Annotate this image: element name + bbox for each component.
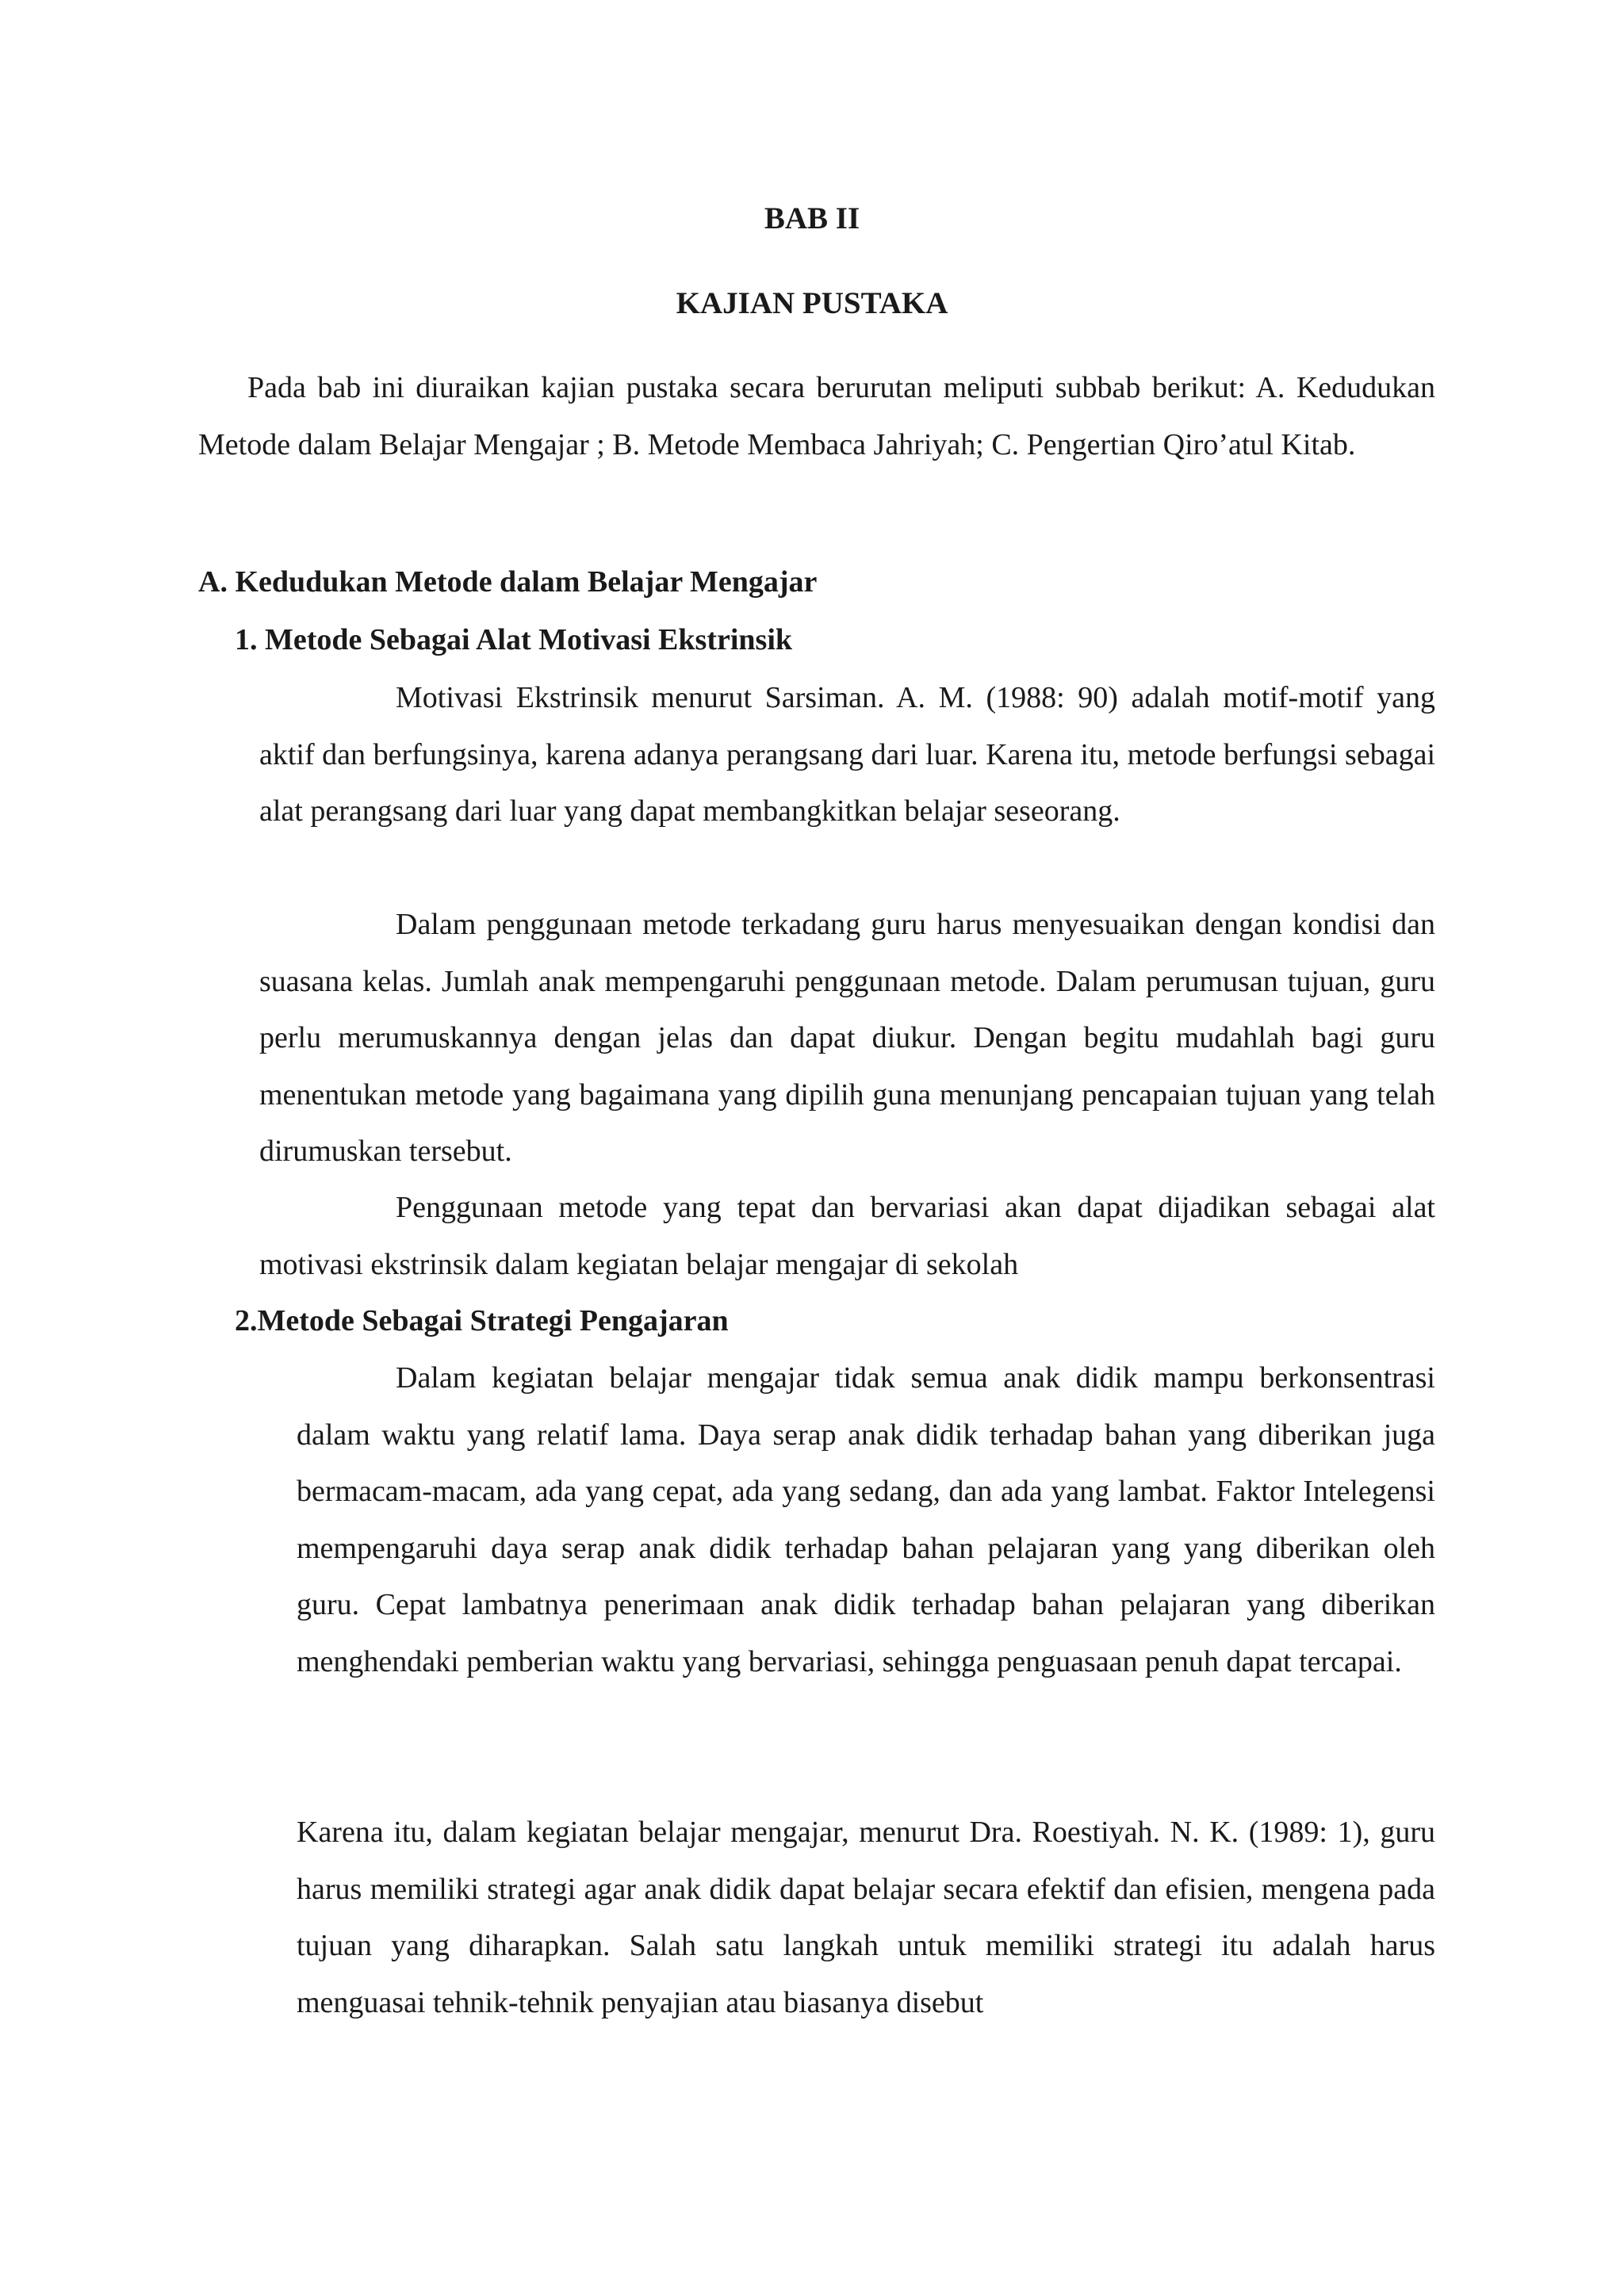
paragraph: Dalam kegiatan belajar mengajar tidak semua anak didik mampu berkonsentrasi dalam waktu yang relatif lama. Daya serap anak didik terhadap bahan yang diberikan juga bermacam-macam, ada yang cepat, ada yang sedang, dan ada yang lambat. Faktor Intelegensi mempengaruhi daya serap anak didik terhadap bahan pelajaran yang yang diberikan oleh guru. Cepat lambatnya penerimaan anak didik terhadap bahan pelajaran yang diberikan menghendaki pemberian waktu yang bervariasi, sehingga penguasaan penuh dapat tercapai. xyxy=(297,1361,1435,1678)
intro-paragraph: Pada bab ini diuraikan kajian pustaka secara berurutan meliputi subbab berikut: A. Kedudukan Metode dalam Belajar Mengajar ; B. Metode Membaca Jahriyah; C. Pengertian Qiro’atul Kitab. xyxy=(198,371,1435,461)
subsection-2-heading: 2.Metode Sebagai Strategi Pengajaran xyxy=(235,1304,729,1337)
paragraph: Penggunaan metode yang tepat dan bervariasi akan dapat dijadikan sebagai alat motivasi ekstrinsik dalam kegiatan belajar mengajar di sekolah xyxy=(259,1191,1435,1281)
subsection-1-heading: 1. Metode Sebagai Alat Motivasi Ekstrinsik xyxy=(235,623,793,656)
paragraph: Motivasi Ekstrinsik menurut Sarsiman. A. M. (1988: 90) adalah motif-motif yang aktif dan berfungsinya, karena adanya perangsang dari luar. Karena itu, metode berfungsi sebagai alat perangsang dari luar yang dapat membangkitkan belajar seseorang. xyxy=(259,681,1435,828)
paragraph: Dalam penggunaan metode terkadang guru harus menyesuaikan dengan kondisi dan suasana kelas. Jumlah anak mempengaruhi penggunaan metode. Dalam perumusan tujuan, guru perlu merumuskannya dengan jelas dan dapat diukur. Dengan begitu mudahlah bagi guru menentukan metode yang bagaimana yang dipilih guna menunjang pencapaian tujuan yang telah dirumuskan tersebut. xyxy=(259,908,1435,1168)
chapter-title: KAJIAN PUSTAKA xyxy=(676,286,948,320)
section-a-heading: A. Kedudukan Metode dalam Belajar Mengajar xyxy=(198,565,818,599)
paragraph: Karena itu, dalam kegiatan belajar mengajar, menurut Dra. Roestiyah. N. K. (1989: 1), guru harus memiliki strategi agar anak didik dapat belajar secara efektif dan efisien, mengena pada tujuan yang diharapkan. Salah satu langkah untuk memiliki strategi itu adalah harus menguasai tehnik-tehnik penyajian atau biasanya disebut xyxy=(297,1816,1435,2019)
chapter-label: BAB II xyxy=(764,201,860,235)
